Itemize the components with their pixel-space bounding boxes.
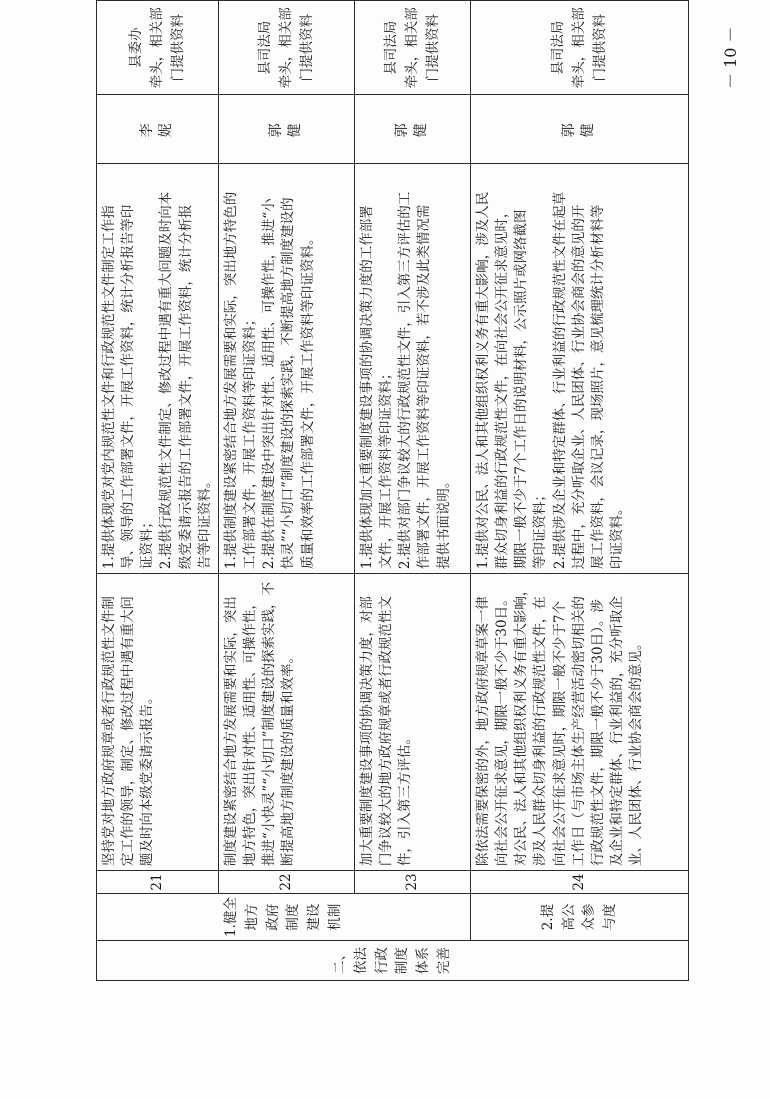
requirement-cell [354, 574, 470, 871]
requirement-line: 件，引入第三方评估。 [397, 731, 414, 867]
category-level1 [97, 941, 689, 981]
materials-line: 1.提供体现党对党内规范性文件和行政规范性文件制定工作指 [101, 205, 117, 570]
materials-line: 文件，开展工作资料等印证资料； [378, 366, 395, 570]
requirement-line: 工作日（与市场主体生产经营活动密切相关的 [570, 596, 587, 867]
department-line: 县司法局 [550, 20, 567, 75]
materials-line: 2.提供涉及企业和特定群体、行业利益的行政规范性文件在起草 [551, 191, 568, 570]
materials-line: 1.提供体现加大重要制度建设事项的协调决策力度的工作部署 [358, 205, 375, 570]
requirement-line: 对公民、法人和其他组织权利义务有重大影响， [513, 582, 530, 867]
materials-cell [470, 164, 688, 574]
requirement-line: 坚持党对地方政府规章或者行政规范性文件制 [101, 596, 117, 867]
subcategory-line: 众参 [581, 903, 598, 931]
requirement-line: 门争议较大的地方政府规章或者行政规范性文 [378, 596, 395, 867]
subcategory-line: 建设 [306, 903, 323, 931]
requirement-line: 除依法需要保密的外，地方政府规章草案一律 [474, 596, 491, 867]
table-row [354, 1, 470, 981]
materials-line: 2.提供对部门争议较大的行政规范性文件，引入第三方评估的工 [397, 191, 414, 570]
materials-line: 等印证资料； [532, 488, 549, 570]
responsible-department [354, 1, 470, 95]
materials-line: 印证资料。 [609, 501, 626, 570]
materials-line: 告等印证资料。 [196, 474, 213, 570]
category-line: 行政 [373, 947, 390, 975]
table-row [97, 1, 219, 981]
subcategory-line: 机制 [327, 903, 344, 931]
materials-line: 质量和效率的工作部署文件，开展工作资料等印证资料。 [299, 231, 316, 570]
requirement-line: 题及时向本级党委请示报告。 [139, 690, 156, 867]
assessment-table [96, 0, 689, 981]
materials-line: 1.提供对公民、法人和其他组织权利义务有重大影响，涉及人民 [474, 191, 491, 570]
category-line: 完善 [436, 947, 453, 975]
row-number: 21 [97, 871, 219, 894]
department-line: 牵头，相关部 [570, 7, 587, 89]
subcategory-line: 1.健全 [222, 897, 239, 937]
requirement-line: 定工作的领导，制定、修改过程中遇有重大问 [120, 596, 137, 867]
department-line: 县司法局 [257, 20, 274, 75]
materials-line: 快灵”“小切口”制度建设的探索实践，不断提高地方制度建设的 [280, 197, 297, 570]
responsible-department [470, 1, 688, 95]
materials-line: 证资料； [139, 515, 156, 570]
row-number: 22 [218, 871, 354, 894]
row-number: 23 [354, 871, 470, 894]
responsible-person: 李 妮 [97, 95, 219, 164]
subcategory-line: 地方 [243, 903, 260, 931]
table-row [218, 1, 354, 981]
subcategory-line: 与度 [602, 903, 619, 931]
materials-line: 导、领导的工作部署文件，开展工作资料，统计分析报告等印 [120, 204, 137, 570]
category-line: 体系 [415, 947, 432, 975]
category-sub2 [470, 893, 688, 940]
subcategory-line: 政府 [264, 903, 281, 931]
department-line: 门提供资料 [169, 13, 186, 82]
materials-line: 期限一般不少于7个工作日的说明材料，公示照片或网络截图 [513, 209, 530, 570]
requirement-cell [97, 574, 219, 871]
subcategory-line: 2.提 [539, 903, 556, 931]
subcategory-line: 制度 [285, 903, 302, 931]
department-line: 门提供资料 [424, 13, 441, 82]
materials-line: 工作部署文件，开展工作资料等印证资料； [242, 312, 259, 570]
responsible-person: 郭 健 [218, 95, 354, 164]
requirement-cell [470, 574, 688, 871]
requirement-line: 制度建设紧密结合地方发展需要和实际，突出 [222, 596, 239, 867]
materials-line: 群众切身利益的行政规范性文件，在向社会公开征求意见时， [494, 204, 511, 570]
department-line: 牵头，相关部 [277, 7, 294, 89]
requirement-line: 断提高地方制度建设的质量和效率。 [280, 650, 297, 867]
requirement-line: 向社会公开征求意见时，期限一般不少于7个 [551, 600, 568, 867]
requirement-line: 向社会公开征求意见，期限一般不少于30日。 [494, 592, 511, 867]
requirement-line: 推进“小快灵”“小切口”制度建设的探索实践，不 [261, 581, 278, 867]
page-number: － 10 － [721, 26, 740, 89]
table-row [470, 1, 688, 981]
requirement-line: 行政规范性文件，期限一般不少于30日）。涉 [589, 599, 606, 867]
materials-line: 作部署文件，开展工作资料等印证资料，若不涉及此类情况需 [416, 204, 433, 570]
requirement-line: 涉及人民群众切身利益的行政规范性文件，在 [532, 596, 549, 867]
materials-line: 过程中，充分听取企业、人民团体、行业协会商会的意见的开 [570, 204, 587, 570]
department-line: 县司法局 [383, 20, 400, 75]
materials-cell [97, 164, 219, 574]
materials-line: 2.提供行政规范性文件制定、修改过程中遇有重大问题及时向本 [158, 191, 175, 570]
materials-line: 2.提供在制度建设中突出针对性、适用性、可操作性，推进“小 [261, 198, 278, 570]
materials-line: 提供书面说明。 [435, 474, 452, 570]
requirement-line: 及企业和特定群体、行业利益的，充分听取企 [609, 596, 626, 867]
requirement-cell [218, 574, 354, 871]
requirement-line: 业、人民团体、行业协会商会的意见。 [628, 636, 645, 867]
department-line: 牵头，相关部 [403, 7, 420, 89]
requirement-line: 加大重要制度建设事项的协调决策力度，对部 [358, 596, 375, 867]
department-line: 门提供资料 [298, 13, 315, 82]
responsible-department [97, 1, 219, 95]
category-line: 二、 [331, 947, 348, 975]
category-sub1 [97, 893, 471, 940]
materials-line: 1.提供制度建设紧密结合地方发展需要和实际，突出地方特色的 [222, 191, 239, 570]
responsible-person: 郭 健 [354, 95, 470, 164]
responsible-person: 郭 健 [470, 95, 688, 164]
materials-line: 级党委请示报告的工作部署文件，开展工作资料，统计分析报 [177, 204, 194, 570]
department-line: 门提供资料 [591, 13, 608, 82]
row-number: 24 [470, 871, 688, 894]
materials-cell [218, 164, 354, 574]
requirement-line: 地方特色，突出针对性、适用性、可操作性， [242, 596, 259, 867]
category-line: 依法 [352, 947, 369, 975]
department-line: 县委办 [128, 27, 145, 68]
materials-cell [354, 164, 470, 574]
materials-line: 展工作资料，会议记录，现场照片，意见梳理统计分析材料等 [589, 204, 606, 570]
subcategory-line: 高公 [560, 903, 577, 931]
category-line: 制度 [394, 947, 411, 975]
department-line: 牵头，相关部 [149, 7, 165, 89]
responsible-department [218, 1, 354, 95]
